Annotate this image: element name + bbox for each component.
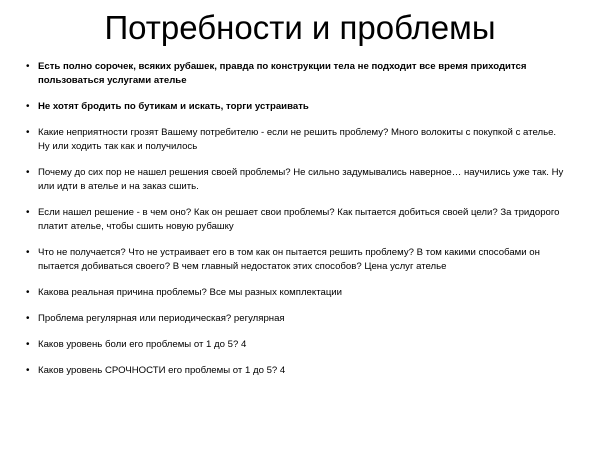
bullet-icon: • <box>26 365 30 376</box>
list-item-text: Что не получается? Что не устраивает его в том как он пытается решить проблему? В том какими способами он пытается добиваться своего? В чем главный недостаток этих способов? Цена услуг ателье <box>38 247 540 272</box>
list-item-text: Не хотят бродить по бутикам и искать, торги устраивать <box>38 101 309 112</box>
bullet-icon: • <box>26 127 30 138</box>
list-item-text: Есть полно сорочек, всяких рубашек, правда по конструкции тела не подходит все время приходится пользоваться услугами ателье <box>38 61 527 86</box>
bullet-icon: • <box>26 313 30 324</box>
list-item-text: Каков уровень СРОЧНОСТИ его проблемы от 1 до 5? 4 <box>38 365 286 376</box>
bullet-list <box>0 60 600 378</box>
list-item-text: Проблема регулярная или периодическая? регулярная <box>38 313 285 324</box>
bullet-icon: • <box>26 207 30 218</box>
list-item <box>0 338 600 352</box>
list-item <box>0 286 600 300</box>
bullet-icon: • <box>26 61 30 72</box>
list-item-text: Почему до сих пор не нашел решения своей проблемы? Не сильно задумывались наверное… научились уже так. Ну или идти в ателье и на заказ сшить. <box>38 167 564 192</box>
list-item-text: Каков уровень боли его проблемы от 1 до 5? 4 <box>38 339 247 350</box>
bullet-icon: • <box>26 247 30 258</box>
list-item <box>0 60 600 88</box>
list-item <box>0 364 600 378</box>
list-item <box>0 100 600 114</box>
bullet-icon: • <box>26 167 30 178</box>
list-item-text: Какова реальная причина проблемы? Все мы разных комплектации <box>38 287 343 298</box>
list-item-text: Какие неприятности грозят Вашему потребителю - если не решить проблему? Много волокиты с покупкой с ателье. Ну или ходить так как и получилось <box>38 127 557 152</box>
bullet-icon: • <box>26 101 30 112</box>
list-item <box>0 246 600 274</box>
list-item <box>0 206 600 234</box>
bullet-icon: • <box>26 339 30 350</box>
bullet-icon: • <box>26 287 30 298</box>
list-item-text: Если нашел решение - в чем оно? Как он решает свои проблемы? Как пытается добиться своей цели? За тридорого платит ателье, чтобы сшить новую рубашку <box>38 207 560 232</box>
page-title: Потребности и проблемы <box>104 9 496 46</box>
list-item <box>0 166 600 194</box>
list-item <box>0 312 600 326</box>
list-item <box>0 126 600 154</box>
